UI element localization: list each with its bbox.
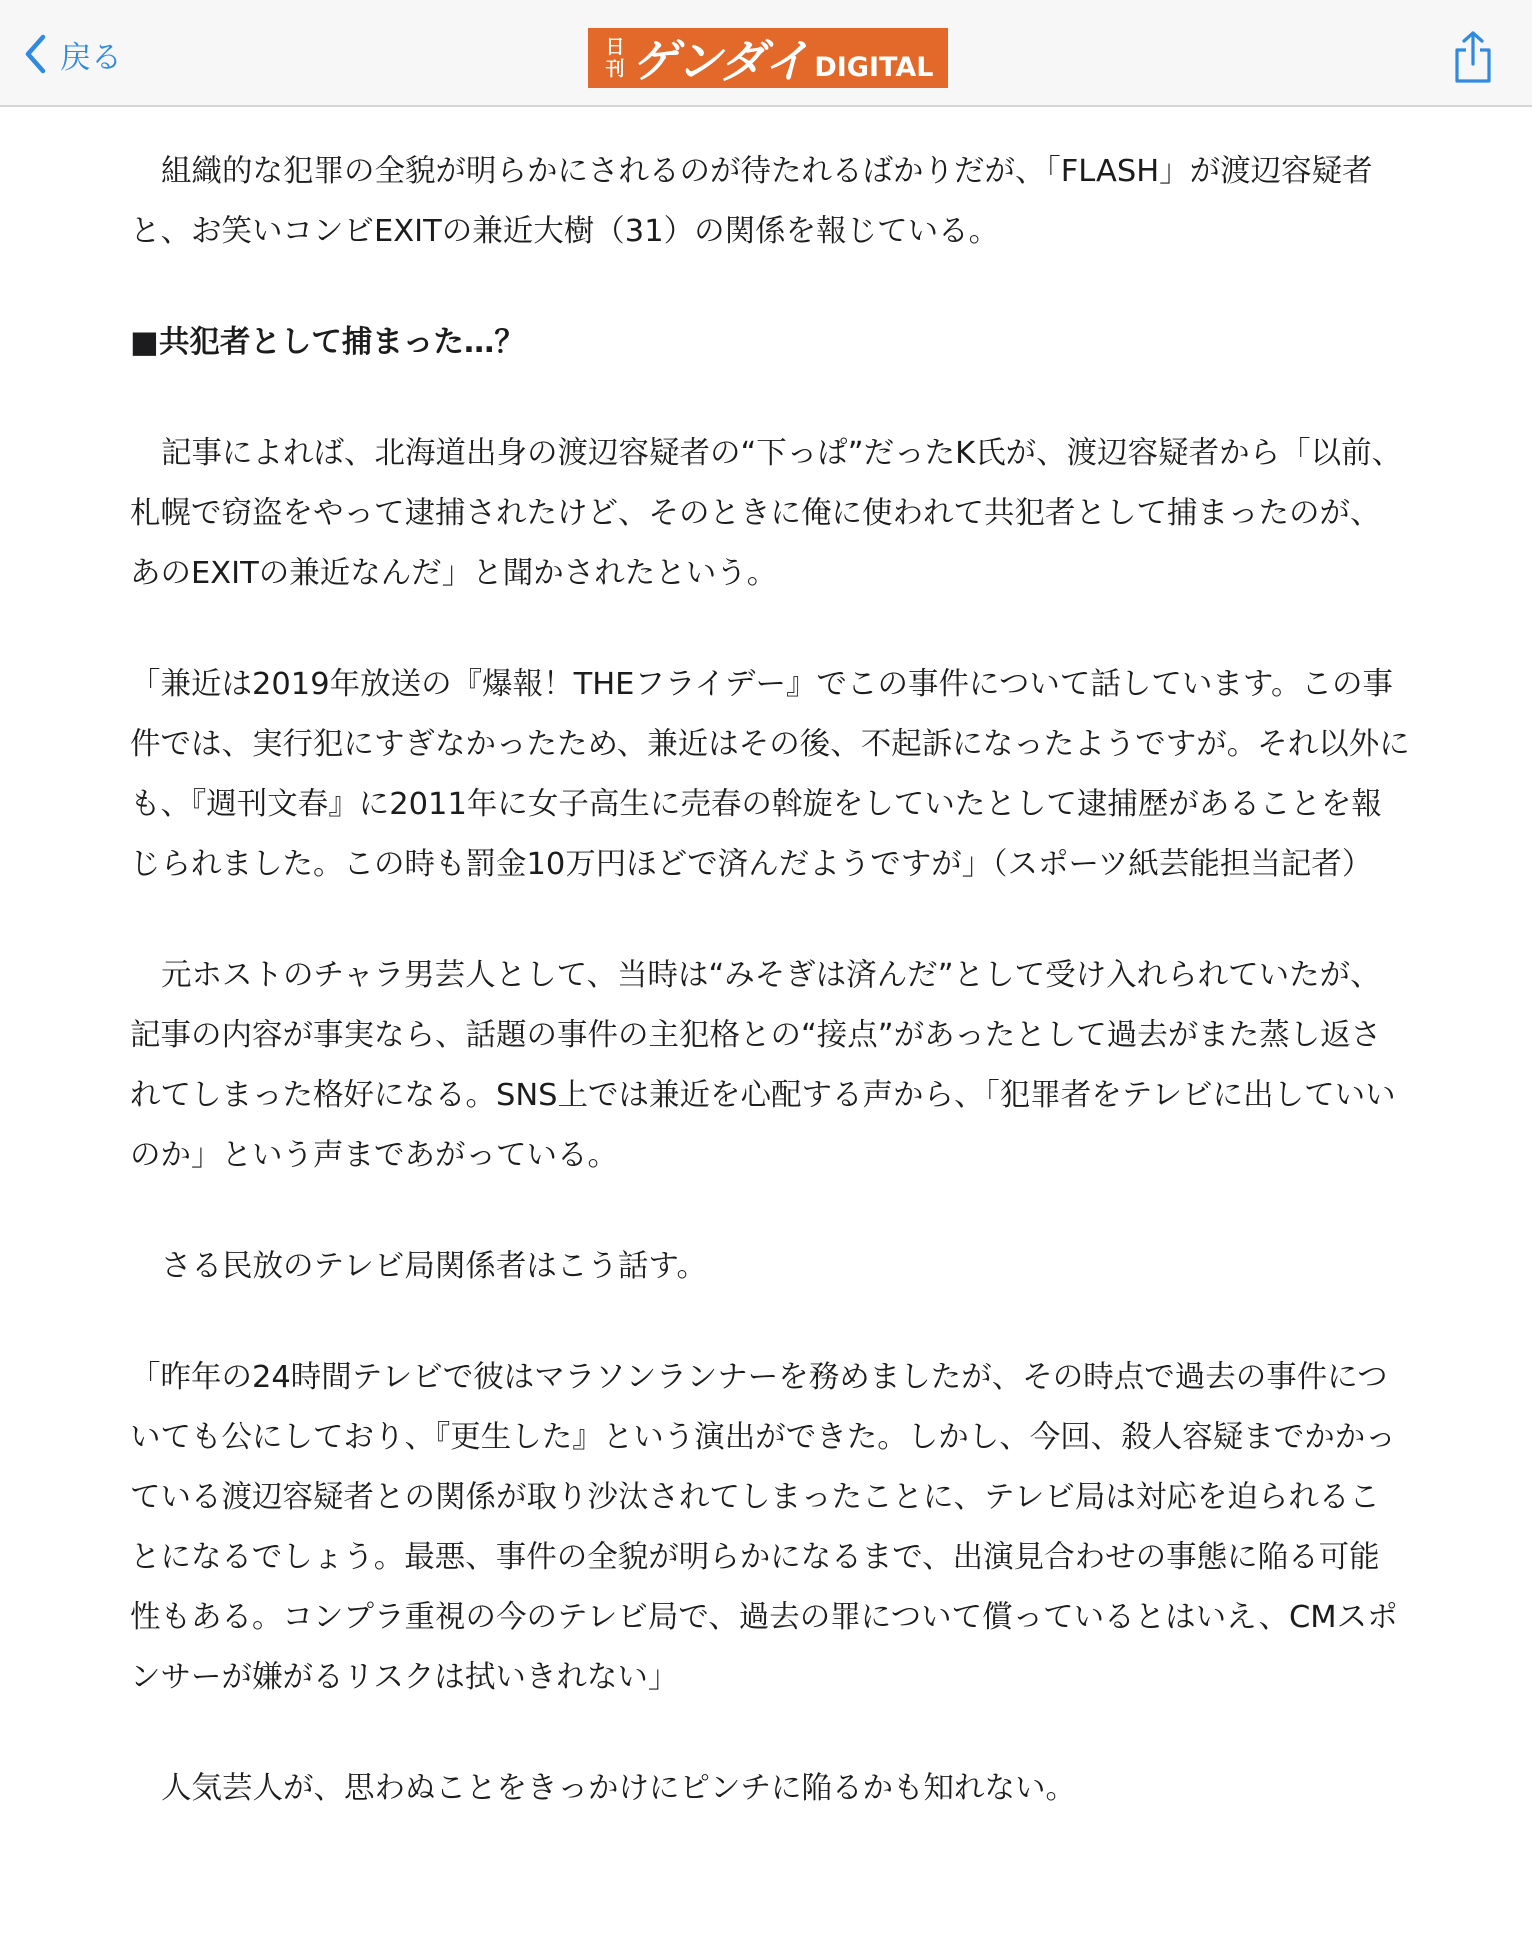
article-paragraph: 組織的な犯罪の全貌が明らかにされるのが待たれるばかりだが、「FLASH」が渡辺容疑者と、お笑いコンビEXITの兼近大樹（31）の関係を報じている。: [130, 154, 1373, 249]
article-paragraph: 「昨年の24時間テレビで彼はマラソンランナーを務めましたが、その時点で過去の事件についても公にしており、『更生した』という演出ができた。しかし、今回、殺人容疑までかかっている渡辺容疑者との関係が取り沙汰されてしまったことに、テレビ局は対応を迫られることになるでしょう。最悪、事件の全貌が明らかになるまで、出演見合わせの事態に陥る可能性もある。コンプラ重視の今のテレビ局で、過去の罪について償っているとはいえ、CMスポンサーが嫌がるリスクは拭いきれない」: [130, 1360, 1398, 1695]
article-paragraph: 人気芸人が、思わぬことをきっかけにピンチに陥るかも知れない。: [161, 1771, 1076, 1806]
chevron-left-icon: [24, 34, 46, 74]
logo-digital-text: DIGITAL: [814, 51, 934, 83]
article-paragraph: 元ホストのチャラ男芸人として、当時は“みそぎは済んだ”として受け入れられていたが、記事の内容が事実なら、話題の事件の主犯格との“接点”があったとして過去がまた蒸し返されてしまった格好になる。SNS上では兼近を心配する声から、「犯罪者をテレビに出していいのか」という声まであがっている。: [130, 958, 1396, 1173]
nikkan-gendai-digital-logo: [588, 28, 948, 88]
back-label: 戻る: [60, 39, 122, 76]
share-button[interactable]: [1452, 30, 1494, 84]
article-body: [130, 142, 1410, 1819]
article-paragraph: 記事によれば、北海道出身の渡辺容疑者の“下っぱ”だったK氏が、渡辺容疑者から「以前、札幌で窃盗をやって逮捕されたけど、そのときに俺に使われて共犯者として捕まったのが、あのEXITの兼近なんだ」と聞かされたという。: [130, 436, 1403, 591]
logo-main-text: ゲンダイ: [632, 34, 809, 88]
section-heading: ■共犯者として捕まった…？: [130, 325, 525, 360]
logo-small-text: 日 刊: [605, 36, 625, 80]
back-button[interactable]: [24, 30, 122, 78]
navigation-bar: [0, 0, 1532, 107]
article-paragraph: 「兼近は2019年放送の『爆報！THEフライデー』でこの事件について話しています。この事件では、実行犯にすぎなかったため、兼近はその後、不起訴になったようですが。それ以外にも、『週刊文春』に2011年に女子高生に売春の斡旋をしていたとして逮捕歴があることを報じられました。この時も罰金10万円ほどで済んだようですが」（スポーツ紙芸能担当記者）: [130, 667, 1410, 882]
share-icon: [1452, 30, 1494, 84]
article-paragraph: さる民放のテレビ局関係者はこう話す。: [161, 1249, 707, 1284]
